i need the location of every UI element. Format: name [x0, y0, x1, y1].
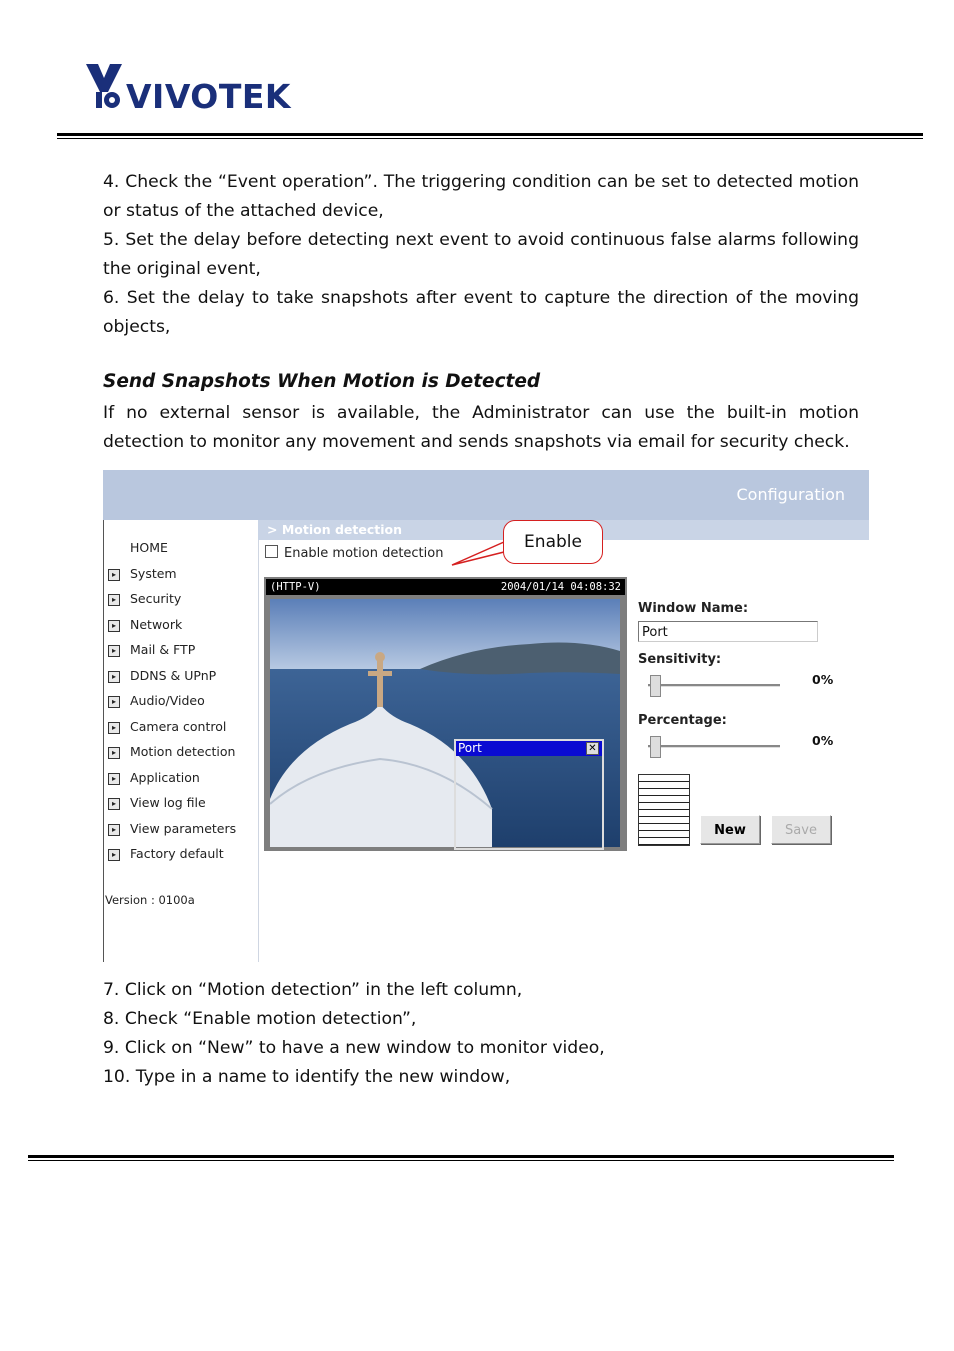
arrow-icon: ▸ — [108, 798, 120, 810]
sidebar-item-label: DDNS & UPnP — [130, 668, 217, 683]
sidebar-item-label: View log file — [130, 795, 206, 810]
video-header — [266, 579, 625, 595]
arrow-icon: ▸ — [108, 594, 120, 606]
save-button[interactable]: Save — [771, 815, 831, 844]
window-name-label: Window Name: — [638, 601, 749, 616]
percentage-value: 0% — [812, 733, 834, 748]
port-window[interactable] — [454, 739, 604, 850]
sensitivity-value: 0% — [812, 672, 834, 687]
breadcrumb-text: > Motion detection — [267, 522, 402, 537]
sensitivity-label: Sensitivity: — [638, 652, 722, 667]
arrow-icon: ▸ — [108, 671, 120, 683]
port-window-title: Port — [458, 741, 482, 755]
port-window-titlebar[interactable] — [456, 741, 602, 756]
arrow-icon: ▸ — [108, 747, 120, 759]
sidebar-item-system[interactable] — [108, 566, 177, 582]
section-body-text: If no external sensor is available, the Administrator can use the built-in motion detection to monitor any movement and sends snapshots via email for security check. — [103, 403, 859, 452]
version-label: Version : 0100a — [105, 893, 195, 907]
sidebar-item-label: Security — [130, 591, 182, 606]
sidebar-item-camera-control[interactable] — [108, 719, 226, 735]
sidebar-item-home[interactable]: HOME — [130, 540, 168, 555]
logo-wordmark: VIVOTEK — [126, 77, 291, 114]
step-7: 7. Click on “Motion detection” in the left column, — [103, 980, 523, 1000]
sidebar-item-view-log-file[interactable] — [108, 795, 206, 811]
window-list[interactable] — [638, 774, 690, 846]
sidebar-item-mail-ftp[interactable] — [108, 642, 195, 658]
arrow-icon: ▸ — [108, 722, 120, 734]
section-body — [103, 399, 859, 457]
enable-motion-row[interactable] — [265, 545, 443, 561]
steps-list — [103, 976, 859, 1092]
vivotek-logo — [84, 62, 294, 114]
sensitivity-slider-track[interactable] — [648, 684, 780, 687]
sidebar-item-label: Audio/Video — [130, 693, 205, 708]
video-timestamp: 2004/01/14 04:08:32 — [500, 581, 621, 593]
percentage-label: Percentage: — [638, 713, 727, 728]
enable-callout: Enable — [503, 520, 603, 564]
sidebar-item-label: View parameters — [130, 821, 237, 836]
step-8: 8. Check “Enable motion detection”, — [103, 1009, 417, 1029]
config-header — [103, 470, 869, 520]
sidebar-item-ddns-upnp[interactable] — [108, 668, 216, 684]
video-source: (HTTP-V) — [270, 581, 321, 593]
sidebar-item-label: Network — [130, 617, 183, 632]
sidebar-item-audio-video[interactable] — [108, 693, 205, 709]
new-button[interactable]: New — [700, 815, 760, 844]
step-5: 5. Set the delay before detecting next event to avoid continuous false alarms following the original event, — [103, 230, 859, 279]
step-6: 6. Set the delay to take snapshots after event to capture the direction of the moving objects, — [103, 288, 859, 337]
header-rule — [57, 133, 923, 139]
sidebar-item-security[interactable] — [108, 591, 181, 607]
section-heading: Send Snapshots When Motion is Detected — [103, 371, 541, 392]
step-10: 10. Type in a name to identify the new window, — [103, 1067, 511, 1087]
arrow-icon: ▸ — [108, 773, 120, 785]
percentage-slider-thumb[interactable] — [650, 736, 661, 758]
sidebar — [103, 520, 259, 962]
sidebar-item-label: System — [130, 566, 177, 581]
enable-motion-label: Enable motion detection — [284, 546, 444, 561]
vivotek-logo-icon — [84, 62, 294, 114]
footer-rule — [28, 1155, 894, 1161]
arrow-icon: ▸ — [108, 645, 120, 657]
close-icon[interactable]: ✕ — [586, 742, 599, 755]
sidebar-item-application[interactable] — [108, 770, 200, 786]
sidebar-item-label: Camera control — [130, 719, 227, 734]
step-4: 4. Check the “Event operation”. The triggering condition can be set to detected motion or status of the attached device, — [103, 172, 859, 221]
arrow-icon: ▸ — [108, 849, 120, 861]
intro-steps — [103, 168, 859, 342]
arrow-icon: ▸ — [108, 569, 120, 581]
sidebar-item-network[interactable] — [108, 617, 182, 633]
motion-detection-screenshot — [103, 470, 869, 962]
sidebar-item-label: Motion detection — [130, 744, 236, 759]
sensitivity-slider-thumb[interactable] — [650, 675, 661, 697]
video-preview — [264, 577, 627, 851]
arrow-icon: ▸ — [108, 824, 120, 836]
sidebar-item-factory-default[interactable] — [108, 846, 224, 862]
arrow-icon: ▸ — [108, 620, 120, 632]
sidebar-item-label: Mail & FTP — [130, 642, 196, 657]
step-9: 9. Click on “New” to have a new window to monitor video, — [103, 1038, 605, 1058]
sidebar-item-label: Application — [130, 770, 200, 785]
window-name-input[interactable]: Port — [638, 621, 818, 642]
config-title: Configuration — [736, 485, 845, 504]
enable-motion-checkbox[interactable] — [265, 545, 278, 558]
sidebar-item-label: Factory default — [130, 846, 224, 861]
sidebar-item-view-parameters[interactable] — [108, 821, 236, 837]
sidebar-item-motion-detection[interactable] — [108, 744, 235, 760]
percentage-slider-track[interactable] — [648, 745, 780, 748]
arrow-icon: ▸ — [108, 696, 120, 708]
